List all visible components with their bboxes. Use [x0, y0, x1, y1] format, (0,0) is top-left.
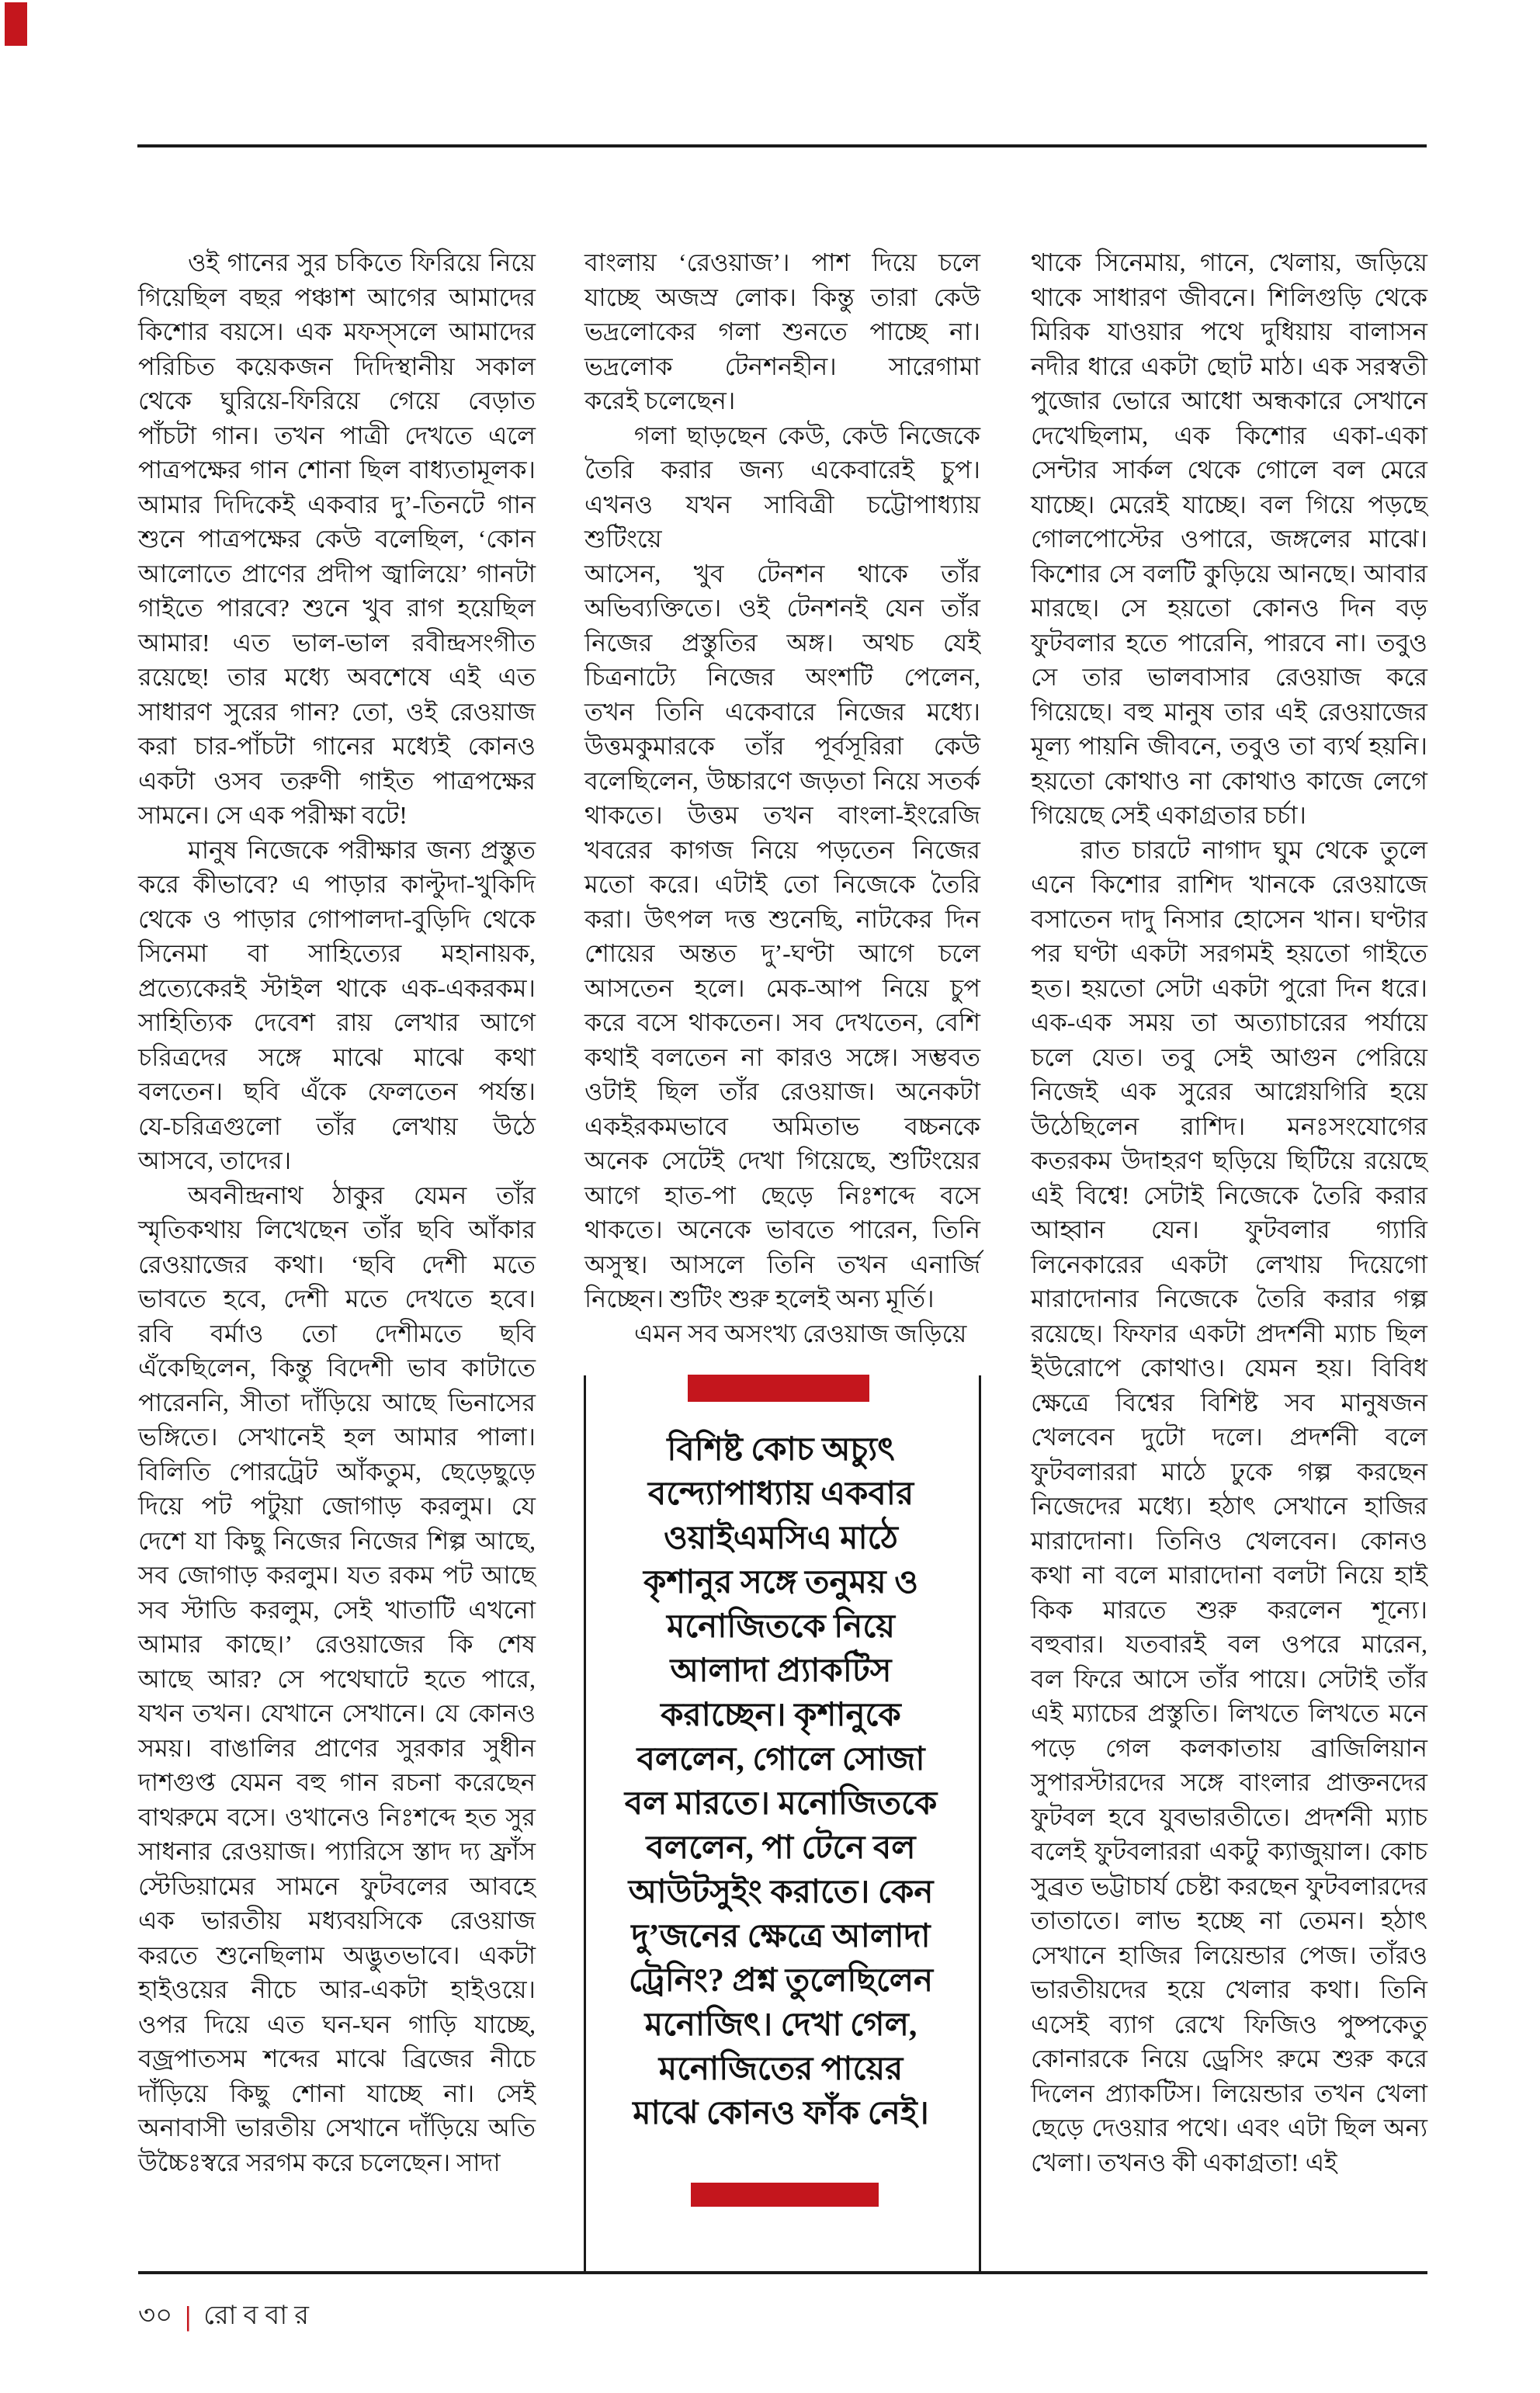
text-line: আসেন, খুব টেনশন থাকে তাঁর — [584, 559, 980, 588]
article-column-3 — [1031, 245, 1427, 2180]
text-line: এনে কিশোর রাশিদ খানকে রেওয়াজে — [1031, 870, 1427, 898]
text-line: ভাবতে হবে, দেশী মতে দেখতে হবে। — [138, 1285, 536, 1313]
text-line: উচ্চৈঃস্বরে সরগম করে চলেছেন। সাদা — [138, 2148, 501, 2176]
text-line: করে বসে থাকতেন। সব দেখতেন, বেশি — [584, 1008, 980, 1036]
text-line: নিচ্ছেন। শুটিং শুরু হলেই অন্য মূর্তি। — [584, 1285, 935, 1313]
text-line: অনাবাসী ভারতীয় সেখানে দাঁড়িয়ে অতি — [138, 2114, 536, 2142]
text-line: কিশোর সে বলটি কুড়িয়ে আনছে। আবার — [1031, 559, 1427, 588]
pull-quote-line: মনোজিতের পায়ের — [658, 2051, 904, 2087]
text-line: আগে হাত-পা ছেড়ে নিঃশব্দে বসে — [584, 1181, 980, 1209]
text-line: যে-চরিত্রগুলো তাঁর লেখায় উঠে — [138, 1112, 536, 1140]
text-line: যাচ্ছে অজস্র লোক। কিন্তু তারা কেউ — [584, 283, 980, 311]
text-line: বহুবার। যতবারই বল ওপরে মারেন, — [1031, 1630, 1427, 1658]
text-line: ভদ্রলোক টেনশনহীন। সারেগামা — [584, 352, 980, 380]
text-line: আলোতে প্রাণের প্রদীপ জ্বালিয়ে’ গানটা — [138, 559, 536, 588]
text-line: হাইওয়ের নীচে আর-একটা হাইওয়ে। — [138, 1975, 536, 2003]
text-line: সাধারণ সুরের গান? তো, ওই রেওয়াজ — [138, 697, 536, 726]
text-line: মানুষ নিজেকে পরীক্ষার জন্য প্রস্তুত — [138, 835, 536, 864]
text-line: পুজোর ভোরে আধো অন্ধকারে সেখানে — [1031, 387, 1427, 414]
text-line: তখন তিনি একেবারে নিজের মধ্যে। — [584, 697, 980, 726]
text-line: লিনেকারের একটা লেখায় দিয়েগো — [1031, 1250, 1427, 1278]
text-line: খেলা। তখনও কী একাগ্রতা! এই — [1031, 2148, 1337, 2176]
top-rule — [137, 144, 1427, 147]
text-line: পাঁচটা গান। তখন পাত্রী দেখতে এলে — [138, 421, 536, 449]
text-line: নিজেদের মধ্যে। হঠাৎ সেখানে হাজির — [1031, 1492, 1427, 1520]
text-line: মূল্য পায়নি জীবনে, তবুও তা ব্যর্থ হয়নি। — [1031, 732, 1427, 760]
pull-quote-line: বললেন, গোলে সোজা — [636, 1742, 925, 1777]
text-line: বাথরুমে বসে। ওখানেও নিঃশব্দে হত সুর — [138, 1802, 536, 1831]
text-line: গিয়েছে সেই একাগ্রতার চর্চা। — [1031, 801, 1306, 829]
text-line: দেখেছিলাম, এক কিশোর একা-একা — [1031, 421, 1427, 449]
pull-quote-line: বললেন, পা টেনে বল — [646, 1830, 916, 1866]
text-line: ভঙ্গিতে। সেখানেই হল আমার পালা। — [138, 1423, 536, 1451]
text-line: চলে যেত। তবু সেই আগুন পেরিয়ে — [1031, 1042, 1427, 1071]
text-line: মতো করে। এটাই তো নিজেকে তৈরি — [584, 870, 980, 898]
text-line: মিরিক যাওয়ার পথে দুধিয়ায় বালাসন — [1031, 317, 1427, 345]
text-line: যাচ্ছে। মেরেই যাচ্ছে। বল গিয়ে পড়ছে — [1031, 490, 1427, 518]
text-line: দিলেন প্র্যাকটিস। লিয়েন্ডার তখন খেলা — [1031, 2079, 1427, 2107]
text-line: বিলিতি পোরট্রেট আঁকতুম, ছেড়েছুড়ে — [138, 1457, 536, 1486]
text-line: ফুটবলাররা মাঠে ঢুকে গল্প করছেন — [1031, 1457, 1427, 1486]
text-line: সাহিত্যিক দেবেশ রায় লেখার আগে — [138, 1008, 536, 1036]
text-line: রাত চারটে নাগাদ ঘুম থেকে তুলে — [1031, 835, 1427, 864]
text-line: থেকে ঘুরিয়ে-ফিরিয়ে গেয়ে বেড়াত — [138, 387, 536, 414]
text-line: করা চার-পাঁচটা গানের মধ্যেই কোনও — [138, 732, 536, 760]
text-line: এক ভারতীয় মধ্যবয়সিকে রেওয়াজ — [138, 1906, 536, 1934]
text-line: থাকতে। অনেকে ভাবতে পারেন, তিনি — [584, 1216, 980, 1243]
text-line: কথাই বলতেন না কারও সঙ্গে। সম্ভবত — [584, 1042, 980, 1071]
text-line: কিক মারতে শুরু করলেন শূন্যে। — [1031, 1595, 1427, 1624]
text-line: শুনে পাত্রপক্ষের কেউ বলেছিল, ‘কোন — [138, 525, 536, 553]
text-line: পারেননি, সীতা দাঁড়িয়ে আছে ভিনাসের — [138, 1388, 536, 1417]
text-line: কতরকম উদাহরণ ছড়িয়ে ছিটিয়ে রয়েছে — [1031, 1146, 1427, 1174]
text-line: গিয়েছে। বহু মানুষ তার এই রেওয়াজের — [1031, 697, 1427, 726]
text-line: ইউরোপে কোথাও। যেমন হয়। বিবিধ — [1031, 1354, 1427, 1382]
text-line: সামনে। সে এক পরীক্ষা বটে! — [138, 801, 408, 829]
text-line: রয়েছে। ফিফার একটা প্রদর্শনী ম্যাচ ছিল — [1031, 1319, 1427, 1347]
text-line: সুপারস্টারদের সঙ্গে বাংলার প্রাক্তনদের — [1031, 1768, 1427, 1796]
text-line: করতে শুনেছিলাম অদ্ভুতভাবে। একটা — [138, 1940, 536, 1969]
text-line: যখন তখন। যেখানে সেখানে। যে কোনও — [138, 1699, 536, 1727]
text-line: সে তার ভালবাসার রেওয়াজ করে — [1031, 663, 1427, 691]
text-line: দিয়ে পট পটুয়া জোগাড় করলুম। যে — [138, 1492, 536, 1520]
text-line: কিশোর বয়সে। এক মফস্সলে আমাদের — [138, 317, 536, 345]
text-line: এসেই ব্যাগ রেখে ফিজিও পুষ্পকেতু — [1031, 2010, 1427, 2038]
text-line: সব জোগাড় করলুম। যত রকম পট আছে — [138, 1561, 536, 1589]
text-line: হত। হয়তো সেটা একটা পুরো দিন ধরে। — [1031, 973, 1427, 1002]
pull-quote-line: কৃশানুর সঙ্গে তনুময় ও — [643, 1565, 919, 1601]
pull-quote-line: বিশিষ্ট কোচ অচ্যুৎ — [667, 1432, 895, 1468]
text-line: ওপর দিয়ে এত ঘন-ঘন গাড়ি যাচ্ছে, — [138, 2010, 536, 2038]
text-line: দাশগুপ্ত যেমন বহু গান রচনা করেছেন — [138, 1768, 536, 1796]
pull-quote-bottom-red-bar — [691, 2183, 879, 2207]
pull-quote-line: ওয়াইএমসিএ মাঠে — [664, 1521, 898, 1556]
text-line: আসতেন হলে। মেক-আপ নিয়ে চুপ — [584, 973, 980, 1002]
text-line: ওই গানের সুর চকিতে ফিরিয়ে নিয়ে — [138, 248, 536, 276]
article-column-2 — [584, 245, 980, 1351]
text-line: চিত্রনাট্যে নিজের অংশটি পেলেন, — [584, 663, 980, 691]
text-line: নিজের প্রস্তুতির অঙ্গ। অথচ যেই — [584, 628, 980, 657]
text-line: ক্ষেত্রে বিশ্বের বিশিষ্ট সব মানুষজন — [1031, 1388, 1427, 1417]
text-line: অবনীন্দ্রনাথ ঠাকুর যেমন তাঁর — [138, 1181, 536, 1209]
text-line: সিনেমা বা সাহিত্যের মহানায়ক, — [138, 939, 536, 967]
pull-quote-right-rule — [979, 1375, 981, 2272]
text-line: দেশে যা কিছু নিজের নিজের শিল্প আছে, — [138, 1526, 536, 1555]
text-line: রয়েছে! তার মধ্যে অবশেষে এই এত — [138, 663, 536, 691]
page-number: ৩০ — [138, 2301, 173, 2330]
text-line: অসুস্থ। আসলে তিনি তখন এনার্জি — [584, 1250, 980, 1278]
text-line: অভিব্যক্তিতে। ওই টেনশনই যেন তাঁর — [584, 594, 980, 622]
text-line: মারাদোনা। তিনিও খেলবেন। কোনও — [1031, 1526, 1427, 1555]
text-line: আমার! এত ভাল-ভাল রবীন্দ্রসংগীত — [138, 628, 536, 657]
text-line: স্মৃতিকথায় লিখেছেন তাঁর ছবি আঁকার — [138, 1216, 536, 1243]
text-line: ফুটবল হবে যুবভারতীতে। প্রদর্শনী ম্যাচ — [1031, 1802, 1427, 1831]
text-line: এখনও যখন সাবিত্রী চট্টোপাধ্যায় শুটিংয়ে — [584, 490, 980, 553]
text-line: খবরের কাগজ নিয়ে পড়তেন নিজের — [584, 835, 980, 864]
text-line: পাত্রপক্ষের গান শোনা ছিল বাধ্যতামূলক। — [138, 456, 536, 484]
text-line: উত্তমকুমারকে তাঁর পূর্বসূরিরা কেউ — [584, 732, 980, 760]
text-line: চরিত্রদের সঙ্গে মাঝে মাঝে কথা — [138, 1042, 536, 1071]
text-line: সেখানে হাজির লিয়েন্ডার পেজ। তাঁরও — [1031, 1940, 1427, 1969]
text-line: থেকে ও পাড়ার গোপালদা-বুড়িদি থেকে — [138, 904, 536, 933]
text-line: আমার কাছে।’ রেওয়াজের কি শেষ — [138, 1630, 536, 1658]
text-line: করেই চলেছেন। — [584, 387, 736, 414]
pull-quote-line: মনোজিতকে নিয়ে — [666, 1609, 895, 1645]
text-line: কথা না বলে মারাদোনা বলটা নিয়ে হাই — [1031, 1561, 1427, 1589]
text-line: করে কীভাবে? এ পাড়ার কাল্টুদা-খুকিদি — [138, 870, 536, 898]
text-line: থাকে সিনেমায়, গানে, খেলায়, জড়িয়ে — [1031, 248, 1427, 276]
text-line: সেন্টার সার্কল থেকে গোলে বল মেরে — [1031, 456, 1427, 484]
text-line: উঠেছিলেন রাশিদ। মনঃসংযোগের — [1031, 1112, 1427, 1140]
text-line: সাধনার রেওয়াজ। প্যারিসে স্তাদ দ্য ফ্রাঁস — [138, 1837, 536, 1865]
article-column-1 — [138, 245, 536, 2180]
text-line: আমার দিদিকেই একবার দু’-তিনটে গান — [138, 490, 536, 518]
magazine-title: রোববার — [203, 2301, 316, 2330]
text-line: রেওয়াজের কথা। ‘ছবি দেশী মতে — [138, 1250, 536, 1278]
text-line: সময়। বাঙালির প্রাণের সুরকার সুধীন — [138, 1733, 536, 1762]
text-line: গলা ছাড়ছেন কেউ, কেউ নিজেকে — [584, 421, 980, 449]
footer-separator: | — [185, 2301, 192, 2332]
pull-quote-line: আলাদা প্র্যাকটিস — [670, 1653, 892, 1689]
text-line: করা। উৎপল দত্ত শুনেছি, নাটকের দিন — [584, 904, 980, 933]
text-line: একটা ওসব তরুণী গাইত পাত্রপক্ষের — [138, 766, 536, 795]
text-line: একইরকমভাবে অমিতাভ বচ্চনকে — [584, 1112, 980, 1140]
text-line: বলেই ফুটবলাররা একটু ক্যাজুয়াল। কোচ — [1031, 1837, 1427, 1865]
text-line: আসবে, তাদের। — [138, 1146, 292, 1174]
text-line: এঁকেছিলেন, কিন্তু বিদেশী ভাব কাটাতে — [138, 1354, 536, 1382]
text-line: আছে আর? সে পথেঘাটে হতে পারে, — [138, 1664, 536, 1693]
text-line: এই ম্যাচের প্রস্তুতি। লিখতে লিখতে মনে — [1031, 1699, 1427, 1727]
text-line: হয়তো কোথাও না কোথাও কাজে লেগে — [1031, 766, 1427, 795]
page-footer — [138, 2299, 316, 2333]
text-line: কোনারকে নিয়ে ড্রেসিং রুমে শুরু করে — [1031, 2044, 1427, 2072]
text-line: তৈরি করার জন্য একেবারেই চুপ। — [584, 456, 980, 484]
text-line: ফুটবলার হতে পারেনি, পারবে না। তবুও — [1031, 628, 1427, 657]
text-line: গাইতে পারবে? শুনে খুব রাগ হয়েছিল — [138, 594, 536, 622]
pull-quote-line: মাঝে কোনও ফাঁক নেই। — [633, 2096, 929, 2131]
text-line: থাকে সাধারণ জীবনে। শিলিগুড়ি থেকে — [1031, 283, 1427, 311]
text-line: আহ্বান যেন। ফুটবলার গ্যারি — [1031, 1216, 1427, 1243]
text-line: রবি বর্মাও তো দেশীমতে ছবি — [138, 1319, 536, 1347]
text-line: নিজেই এক সুরের আগ্নেয়গিরি হয়ে — [1031, 1077, 1427, 1105]
text-line: বল ফিরে আসে তাঁর পায়ে। সেটাই তাঁর — [1031, 1664, 1427, 1693]
text-line: প্রত্যেকেরই স্টাইল থাকে এক-একরকম। — [138, 973, 536, 1002]
pull-quote-line: করাচ্ছেন। কৃশানুকে — [661, 1698, 901, 1733]
text-line: মারছে। সে হয়তো কোনও দিন বড় — [1031, 594, 1427, 622]
text-line: খেলবেন দুটো দলে। প্রদর্শনী বলে — [1031, 1423, 1427, 1451]
text-line: দাঁড়িয়ে কিছু শোনা যাচ্ছে না। সেই — [138, 2079, 536, 2107]
text-line: সুব্রত ভট্টাচার্য চেষ্টা করছেন ফুটবলারদের — [1031, 1871, 1427, 1900]
text-line: থাকতে। উত্তম তখন বাংলা-ইংরেজি — [584, 801, 980, 829]
text-line: বজ্রপাতসম শব্দের মাঝে ব্রিজের নীচে — [138, 2044, 536, 2072]
text-line: ওটাই ছিল তাঁর রেওয়াজ। অনেকটা — [584, 1077, 980, 1105]
pull-quote-line: দু’জনের ক্ষেত্রে আলাদা — [631, 1919, 931, 1954]
footer-rule — [138, 2271, 1427, 2274]
text-line: গিয়েছিল বছর পঞ্চাশ আগের আমাদের — [138, 283, 536, 311]
text-line: ভদ্রলোকের গলা শুনতে পাচ্ছে না। — [584, 317, 980, 345]
text-line: অনেক সেটেই দেখা গিয়েছে, শুটিংয়ের — [584, 1146, 980, 1174]
text-line: স্টেডিয়ামের সামনে ফুটবলের আবহে — [138, 1871, 536, 1900]
text-line: বসাতেন দাদু নিসার হোসেন খান। ঘণ্টার — [1031, 904, 1427, 933]
text-line: ছেড়ে দেওয়ার পথে। এবং এটা ছিল অন্য — [1031, 2114, 1427, 2142]
text-line: সব স্টাডি করলুম, সেই খাতাটি এখনো — [138, 1595, 536, 1624]
pull-quote-line: বন্দ্যোপাধ্যায় একবার — [647, 1476, 914, 1512]
text-line: এই বিশ্বে! সেটাই নিজেকে তৈরি করার — [1031, 1181, 1427, 1209]
pull-quote — [594, 1428, 968, 2136]
pull-quote-line: বল মারতে। মনোজিতকে — [624, 1786, 938, 1822]
text-line: ভারতীয়দের হয়ে খেলার কথা। তিনি — [1031, 1975, 1427, 2003]
text-line: বলতেন। ছবি এঁকে ফেলতেন পর্যন্ত। — [138, 1077, 536, 1105]
pull-quote-line: আউটসুইং করাতে। কেন — [628, 1875, 934, 1910]
text-line: গোলপোস্টের ওপারে, জঙ্গলের মাঝে। — [1031, 525, 1427, 553]
pull-quote-line: মনোজিৎ। দেখা গেল, — [644, 2007, 917, 2043]
text-line: মারাদোনার নিজেকে তৈরি করার গল্প — [1031, 1285, 1427, 1313]
text-line: তাতাতে। লাভ হচ্ছে না তেমন। হঠাৎ — [1031, 1906, 1427, 1934]
text-line: বাংলায় ‘রেওয়াজ’। পাশ দিয়ে চলে — [584, 248, 980, 276]
pull-quote-top-red-bar — [688, 1375, 869, 1402]
corner-red-tab — [5, 2, 27, 46]
text-line: বলেছিলেন, উচ্চারণে জড়তা নিয়ে সতর্ক — [584, 766, 980, 795]
text-line: পরিচিত কয়েকজন দিদিস্থানীয় সকাল — [138, 352, 536, 380]
pull-quote-left-rule — [584, 1375, 586, 2272]
text-line: এক-এক সময় তা অত্যাচারের পর্যায়ে — [1031, 1008, 1427, 1036]
text-line: শোয়ের অন্তত দু’-ঘণ্টা আগে চলে — [584, 939, 980, 967]
text-line: পড়ে গেল কলকাতায় ব্রাজিলিয়ান — [1031, 1733, 1427, 1762]
text-line: পর ঘণ্টা একটা সরগমই হয়তো গাইতে — [1031, 939, 1427, 967]
text-line: নদীর ধারে একটা ছোট মাঠ। এক সরস্বতী — [1031, 352, 1427, 380]
text-line: এমন সব অসংখ্য রেওয়াজ জড়িয়ে — [584, 1319, 967, 1347]
pull-quote-line: ট্রেনিং? প্রশ্ন তুলেছিলেন — [628, 1963, 934, 1999]
